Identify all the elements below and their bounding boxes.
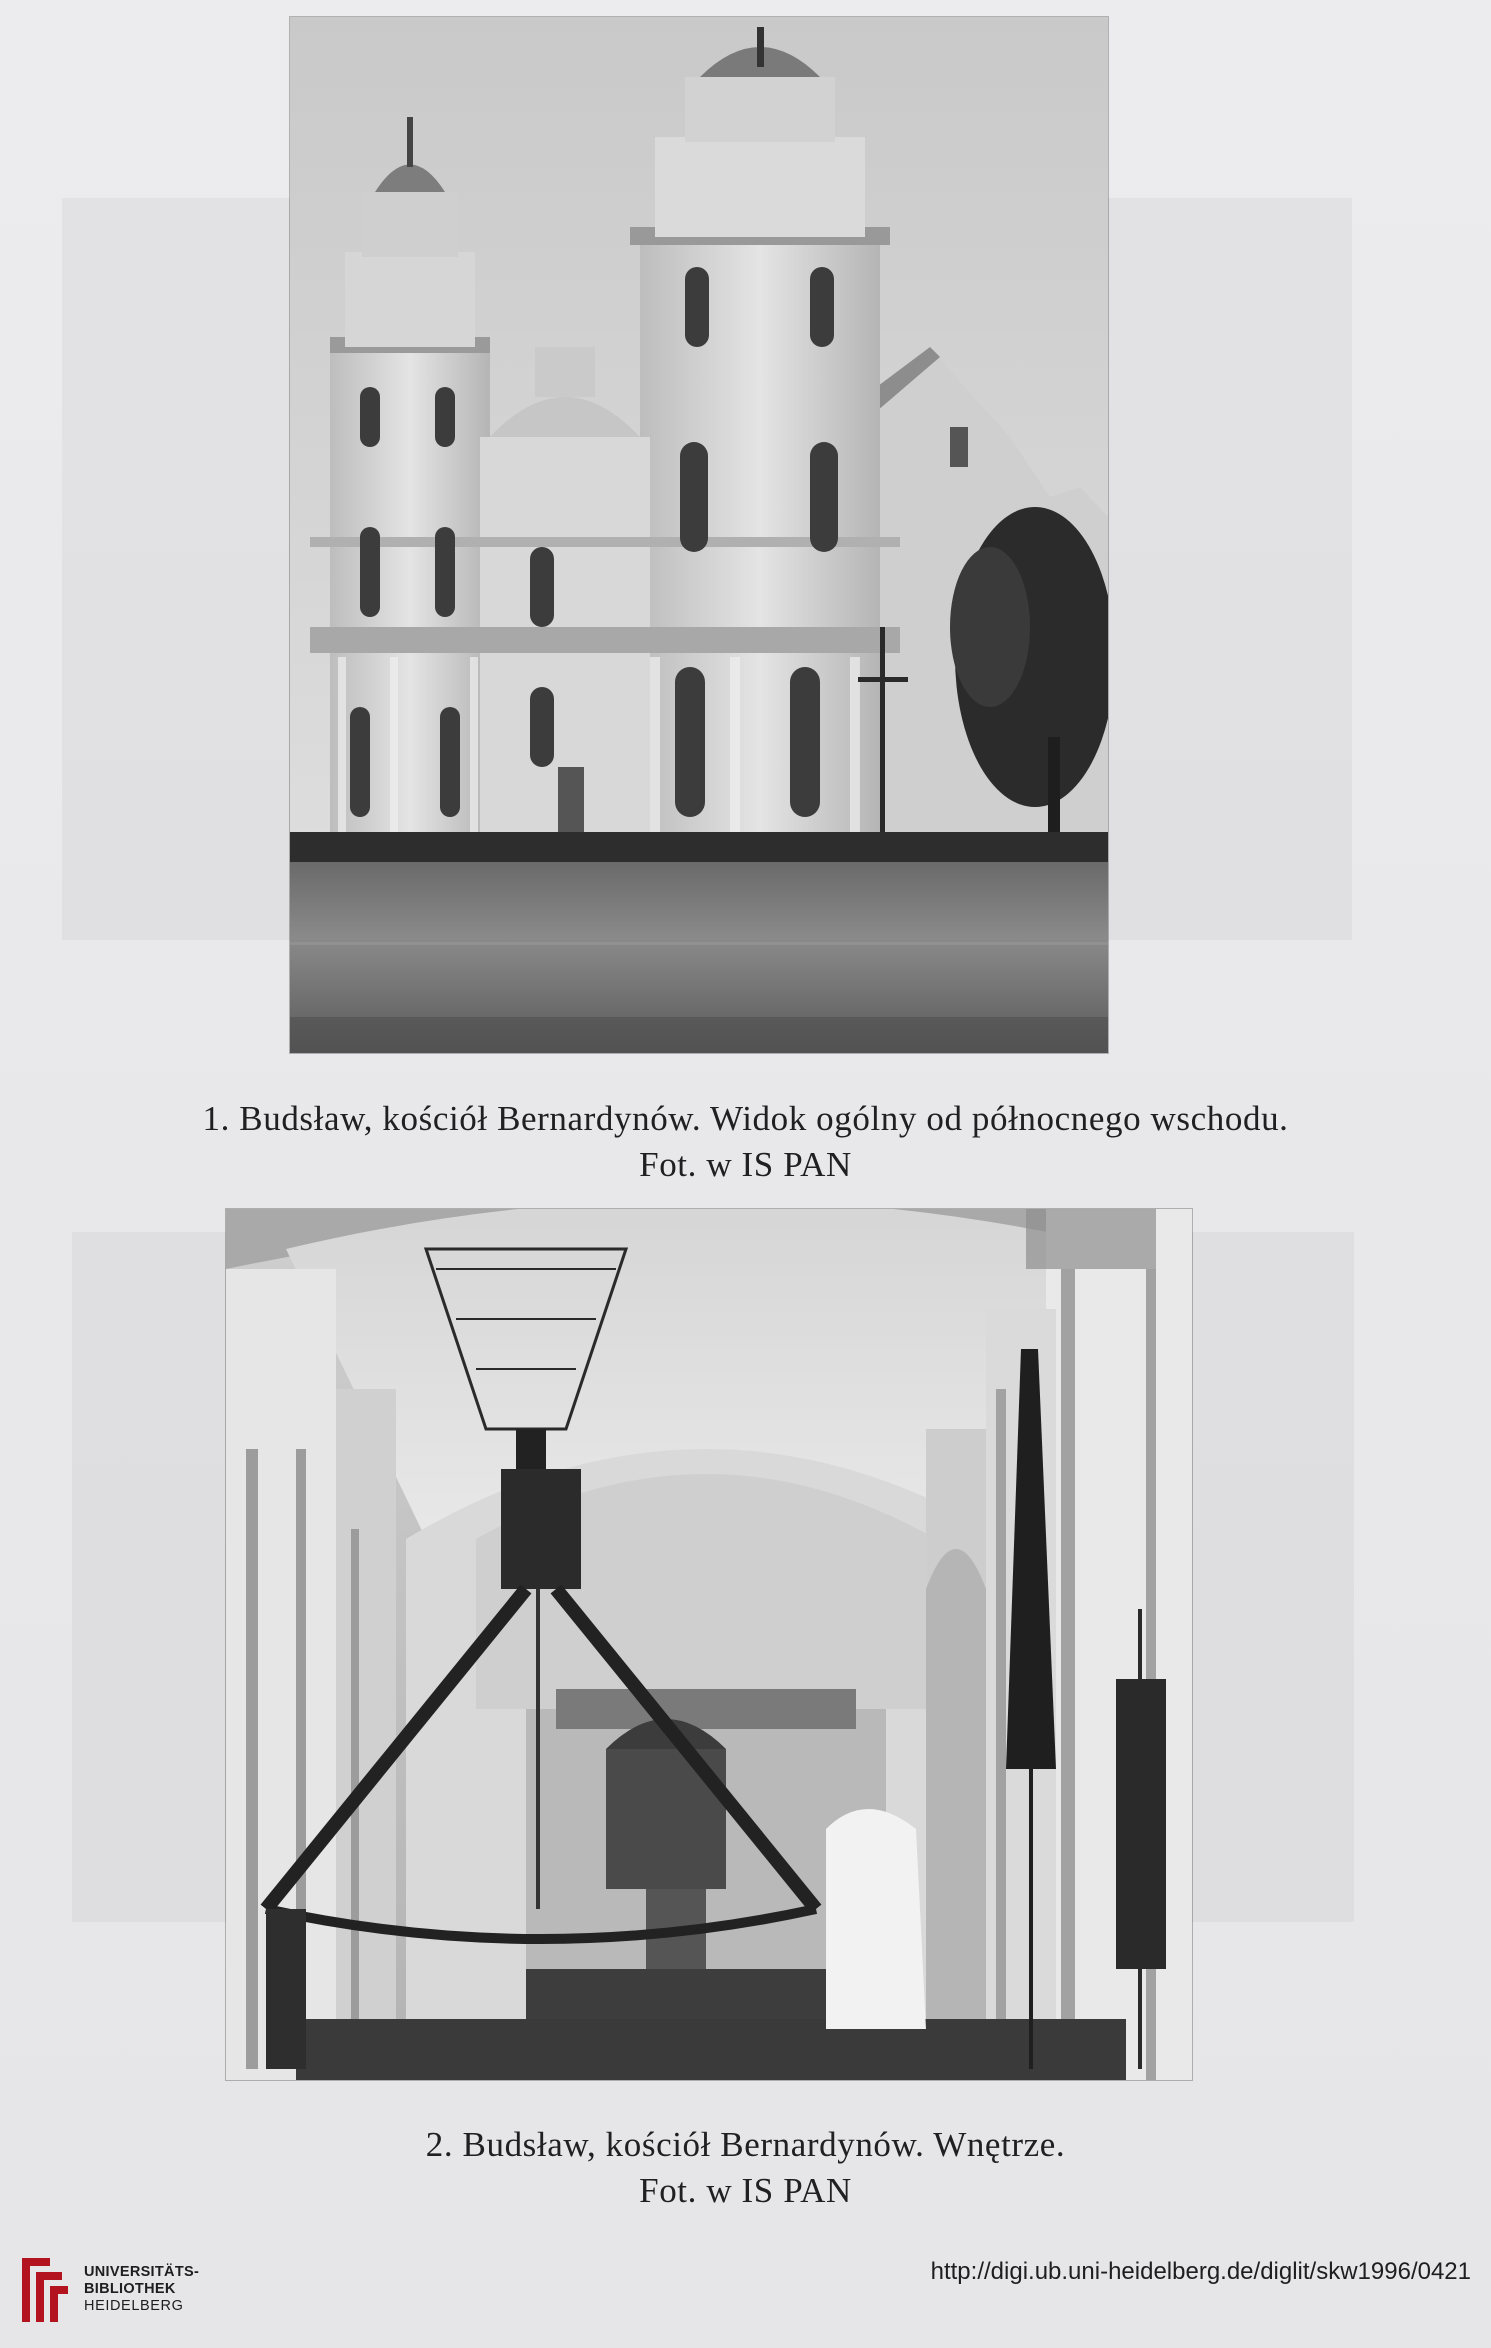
- library-name-line-1: UNIVERSITÄTS-: [84, 2264, 200, 2280]
- photo-church-interior: [226, 1209, 1192, 2080]
- figure-1-caption-credit: Fot. w IS PAN: [639, 1145, 852, 1184]
- source-url-link[interactable]: http://digi.ub.uni-heidelberg.de/diglit/skw1996/0421: [930, 2258, 1471, 2285]
- library-name-line-3: HEIDELBERG: [84, 2298, 184, 2314]
- library-name: [84, 2264, 199, 2315]
- church-interior-image: [226, 1209, 1192, 2080]
- heidelberg-library-logo-icon: [14, 2252, 72, 2328]
- figure-1-caption: [0, 1096, 1491, 1188]
- library-name-line-2: BIBLIOTHEK: [84, 2281, 176, 2297]
- figure-2-caption: [0, 2122, 1491, 2214]
- figure-2-caption-title: 2. Budsław, kościół Bernardynów. Wnętrze.: [425, 2125, 1066, 2164]
- figure-1-caption-title: 1. Budsław, kościół Bernardynów. Widok ogólny od północnego wschodu.: [202, 1099, 1289, 1138]
- church-exterior-image: [290, 17, 1108, 1053]
- photo-church-exterior: [290, 17, 1108, 1053]
- figure-2-caption-credit: Fot. w IS PAN: [639, 2171, 852, 2210]
- library-logo[interactable]: [14, 2252, 274, 2330]
